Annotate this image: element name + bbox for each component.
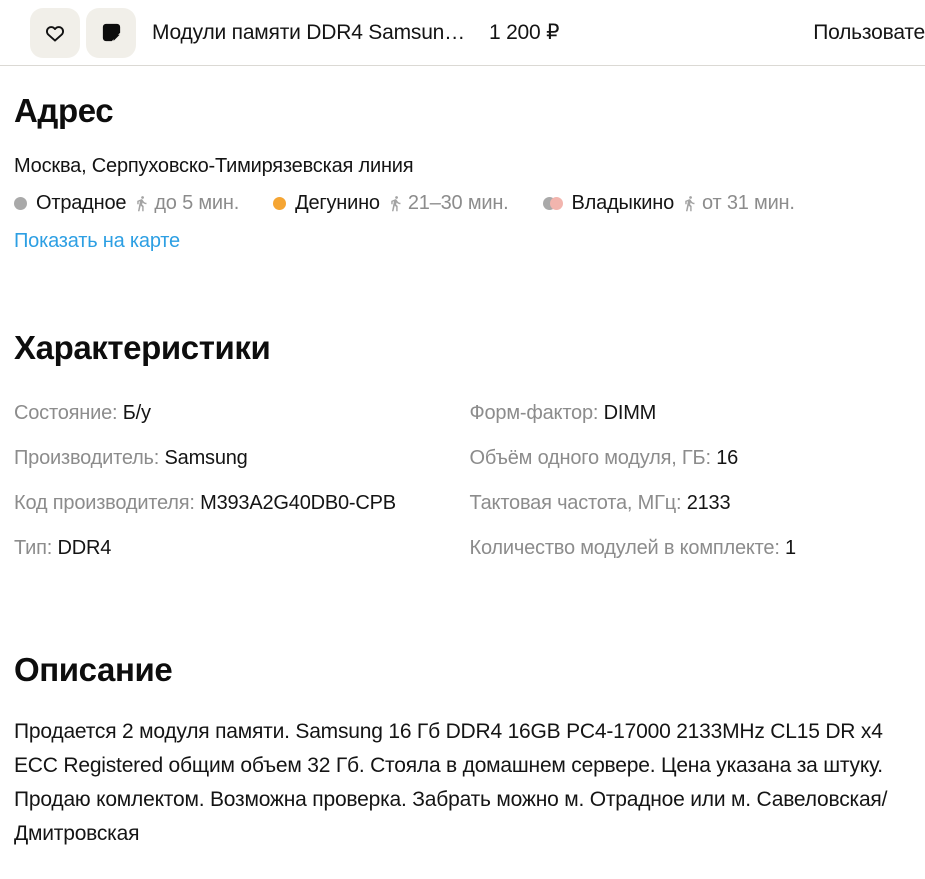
spec-value: Б/у <box>122 402 151 424</box>
spec-row-part-number <box>14 488 456 519</box>
metro-item-degunino <box>273 192 508 215</box>
spec-label: Тактовая частота, МГц: <box>469 492 682 514</box>
address-section <box>14 91 911 254</box>
spec-label: Код производителя: <box>14 492 195 514</box>
spec-label: Тип: <box>14 537 53 559</box>
spec-value: 16 <box>716 447 739 469</box>
walking-person-icon <box>387 194 404 213</box>
spec-value: 2133 <box>686 492 731 514</box>
spec-row-frequency <box>470 488 912 519</box>
spec-label: Объём одного модуля, ГБ: <box>469 447 711 469</box>
spec-label: Состояние: <box>14 402 118 424</box>
metro-line-dot <box>273 197 286 210</box>
metro-item-otradnoe <box>14 192 239 215</box>
specs-list <box>14 398 911 578</box>
address-location: Москва, Серпуховско-Тимирязевская линия <box>14 155 414 177</box>
metro-station-name: Отрадное <box>36 192 127 214</box>
description-text: Продается 2 модуля памяти. Samsung 16 Гб DDR4 16GB PC4-17000 2133MHz CL15 DR x4 ECC Registered общим объем 32 Гб. Стояла в домашнем сервере. Цена указана за штуку. Продаю комлектом. Возможна проверка. Забрать можно м. Отрадное или м. Савеловская/Дмитровская <box>14 720 888 845</box>
spec-row-modules-count <box>470 533 912 564</box>
description-section <box>14 650 911 851</box>
note-button[interactable] <box>86 8 136 58</box>
metro-walk-time: от 31 мин. <box>702 192 795 214</box>
metro-station-name: Дегунино <box>295 192 380 214</box>
spec-value: 1 <box>785 537 796 559</box>
listing-title: Модули памяти DDR4 Samsun… <box>152 20 465 44</box>
address-heading: Адрес <box>14 92 114 129</box>
specs-section <box>14 328 911 578</box>
spec-label: Производитель: <box>14 447 160 469</box>
metro-row <box>14 192 911 215</box>
specs-column-right <box>470 398 912 578</box>
topbar <box>0 0 925 66</box>
metro-line-dot <box>550 197 563 210</box>
show-on-map-link[interactable]: Показать на карте <box>14 230 180 252</box>
spec-row-condition <box>14 398 456 429</box>
metro-station-name: Владыкино <box>571 192 675 214</box>
spec-value: DDR4 <box>57 537 112 559</box>
metro-item-vladykino <box>543 192 795 215</box>
specs-heading: Характеристики <box>14 329 271 366</box>
listing-price: 1 200 ₽ <box>488 21 560 44</box>
note-icon <box>100 21 123 44</box>
favorite-button[interactable] <box>30 8 80 58</box>
spec-row-module-size <box>470 443 912 474</box>
metro-walk-time: до 5 мин. <box>154 192 240 214</box>
walking-person-icon <box>133 194 150 213</box>
spec-value: M393A2G40DB0-CPB <box>200 492 396 514</box>
spec-row-form-factor <box>470 398 912 429</box>
spec-label: Форм-фактор: <box>469 402 599 424</box>
walking-person-icon <box>681 194 698 213</box>
spec-row-manufacturer <box>14 443 456 474</box>
spec-value: DIMM <box>603 402 657 424</box>
description-heading: Описание <box>14 651 173 688</box>
spec-row-type <box>14 533 456 564</box>
metro-walk-time: 21–30 мин. <box>407 192 509 214</box>
user-menu-label[interactable]: Пользовате <box>813 20 925 44</box>
spec-label: Количество модулей в комплекте: <box>469 537 780 559</box>
spec-value: Samsung <box>164 447 248 469</box>
heart-icon <box>43 21 67 45</box>
listing-page <box>0 91 925 851</box>
specs-column-left <box>14 398 456 578</box>
metro-line-dot <box>14 197 27 210</box>
